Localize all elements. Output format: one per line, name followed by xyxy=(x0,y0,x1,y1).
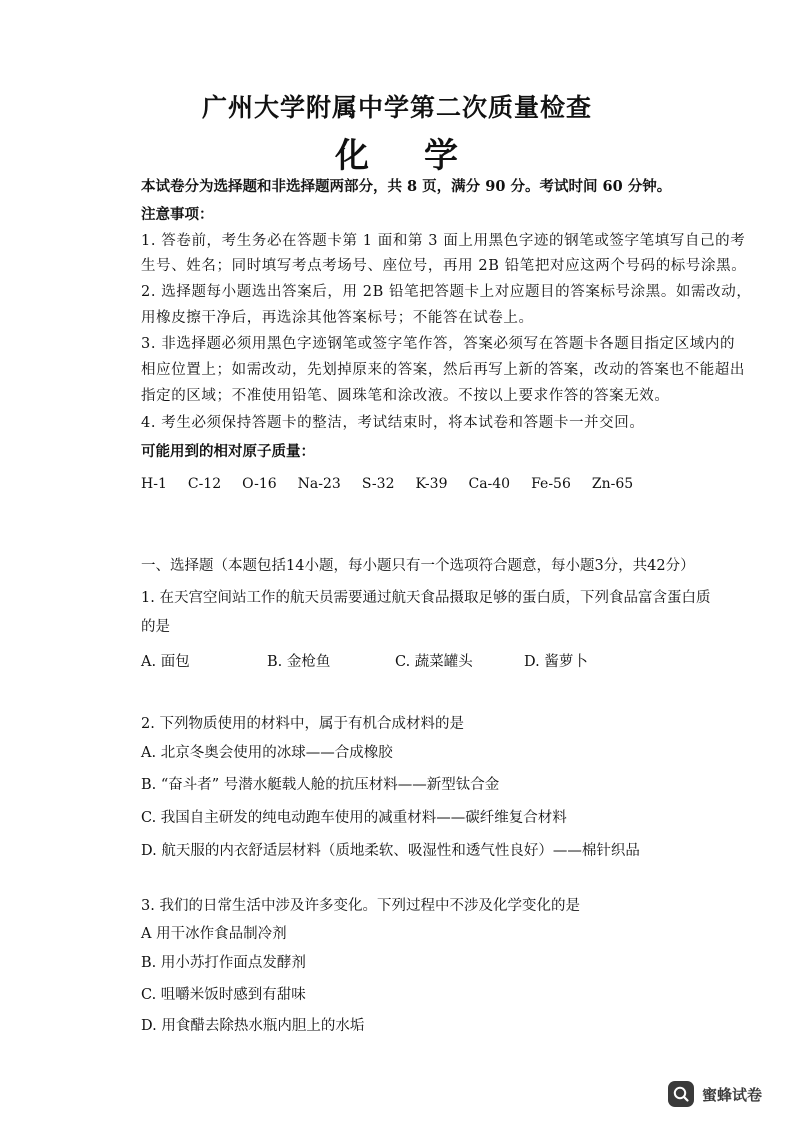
notice-line: 1. 答卷前，考生务必在答题卡第 1 面和第 3 面上用黑色字迹的钢笔或签字笔填写自己的考 xyxy=(141,233,746,249)
question-2-option-d: D. 航天服的内衣舒适层材料（质地柔软、吸湿性和透气性良好）——棉针织品 xyxy=(141,843,640,859)
atomic-mass-item: K-39 xyxy=(415,476,448,492)
exam-summary: 本试卷分为选择题和非选择题两部分，共 8 页，满分 90 分。考试时间 60 分钟。 xyxy=(141,178,672,195)
question-3-stem: 3. 我们的日常生活中涉及许多变化。下列过程中不涉及化学变化的是 xyxy=(141,898,580,914)
notice-line: 生号、姓名；同时填写考点考场号、座位号，再用 2B 铅笔把对应这两个号码的标号涂黑。 xyxy=(141,258,747,274)
question-3-option-b: B. 用小苏打作面点发酵剂 xyxy=(141,955,306,971)
subject-title xyxy=(0,128,794,177)
question-2-stem: 2. 下列物质使用的材料中，属于有机合成材料的是 xyxy=(141,716,464,732)
atomic-mass-item: Fe-56 xyxy=(531,476,571,492)
notice-line: 4. 考生必须保持答题卡的整洁，考试结束时，将本试卷和答题卡一并交回。 xyxy=(141,415,645,431)
question-3-option-a: A 用干冰作食品制冷剂 xyxy=(141,926,287,942)
question-1-stem-cont: 的是 xyxy=(141,619,170,635)
search-bubble-icon xyxy=(668,1081,694,1107)
notice-heading: 注意事项： xyxy=(141,206,214,223)
question-1-option-d: D. 酱萝卜 xyxy=(524,654,588,670)
atomic-mass-list xyxy=(141,476,654,492)
exam-title: 广州大学附属中学第二次质量检查 xyxy=(201,93,592,122)
atomic-mass-item: Na-23 xyxy=(297,476,341,492)
notice-line: 相应位置上；如需改动，先划掉原来的答案，然后再写上新的答案，改动的答案也不能超出 xyxy=(141,362,745,378)
atomic-mass-item: Zn-65 xyxy=(591,476,634,492)
section-heading: 一、选择题（本题包括14小题，每小题只有一个选项符合题意，每小题3分，共42分） xyxy=(141,558,695,574)
question-1-option-b: B. 金枪鱼 xyxy=(267,654,331,670)
question-2-option-c: C. 我国自主研发的纯电动跑车使用的减重材料——碳纤维复合材料 xyxy=(141,810,567,826)
watermark-text: 蜜蜂试卷 xyxy=(702,1085,763,1104)
question-1-stem: 1. 在天宫空间站工作的航天员需要通过航天食品摄取足够的蛋白质，下列食品富含蛋白质 xyxy=(141,590,711,606)
atomic-mass-item: S-32 xyxy=(361,476,395,492)
notice-line: 指定的区域；不准使用铅笔、圆珠笔和涂改液。不按以上要求作答的答案无效。 xyxy=(141,388,670,404)
notice-line: 3. 非选择题必须用黑色字迹钢笔或签字笔作答，答案必须写在答题卡各题目指定区域内的 xyxy=(141,336,736,352)
atomic-mass-item: O-16 xyxy=(242,476,277,492)
subject-char-1: 化 xyxy=(335,136,370,176)
question-3-option-d: D. 用食醋去除热水瓶内胆上的水垢 xyxy=(141,1018,365,1034)
atomic-mass-item: H-1 xyxy=(141,476,167,492)
subject-char-2: 学 xyxy=(424,136,459,176)
atomic-mass-heading: 可能用到的相对原子质量： xyxy=(141,443,315,460)
question-1-option-c: C. 蔬菜罐头 xyxy=(395,654,473,670)
question-3-option-c: C. 咀嚼米饭时感到有甜味 xyxy=(141,987,306,1003)
question-1-option-a: A. 面包 xyxy=(141,654,190,670)
question-2-option-a: A. 北京冬奥会使用的冰球——合成橡胶 xyxy=(141,745,393,761)
notice-line: 2. 选择题每小题选出答案后，用 2B 铅笔把答题卡上对应题目的答案标号涂黑。如需改动， xyxy=(141,284,752,300)
atomic-mass-item: Ca-40 xyxy=(468,476,511,492)
question-2-option-b: B. “奋斗者” 号潜水艇载人舱的抗压材料——新型钛合金 xyxy=(141,777,500,793)
watermark xyxy=(668,1081,762,1107)
atomic-mass-item: C-12 xyxy=(187,476,222,492)
notice-line: 用橡皮擦干净后，再选涂其他答案标号；不能答在试卷上。 xyxy=(141,310,534,326)
